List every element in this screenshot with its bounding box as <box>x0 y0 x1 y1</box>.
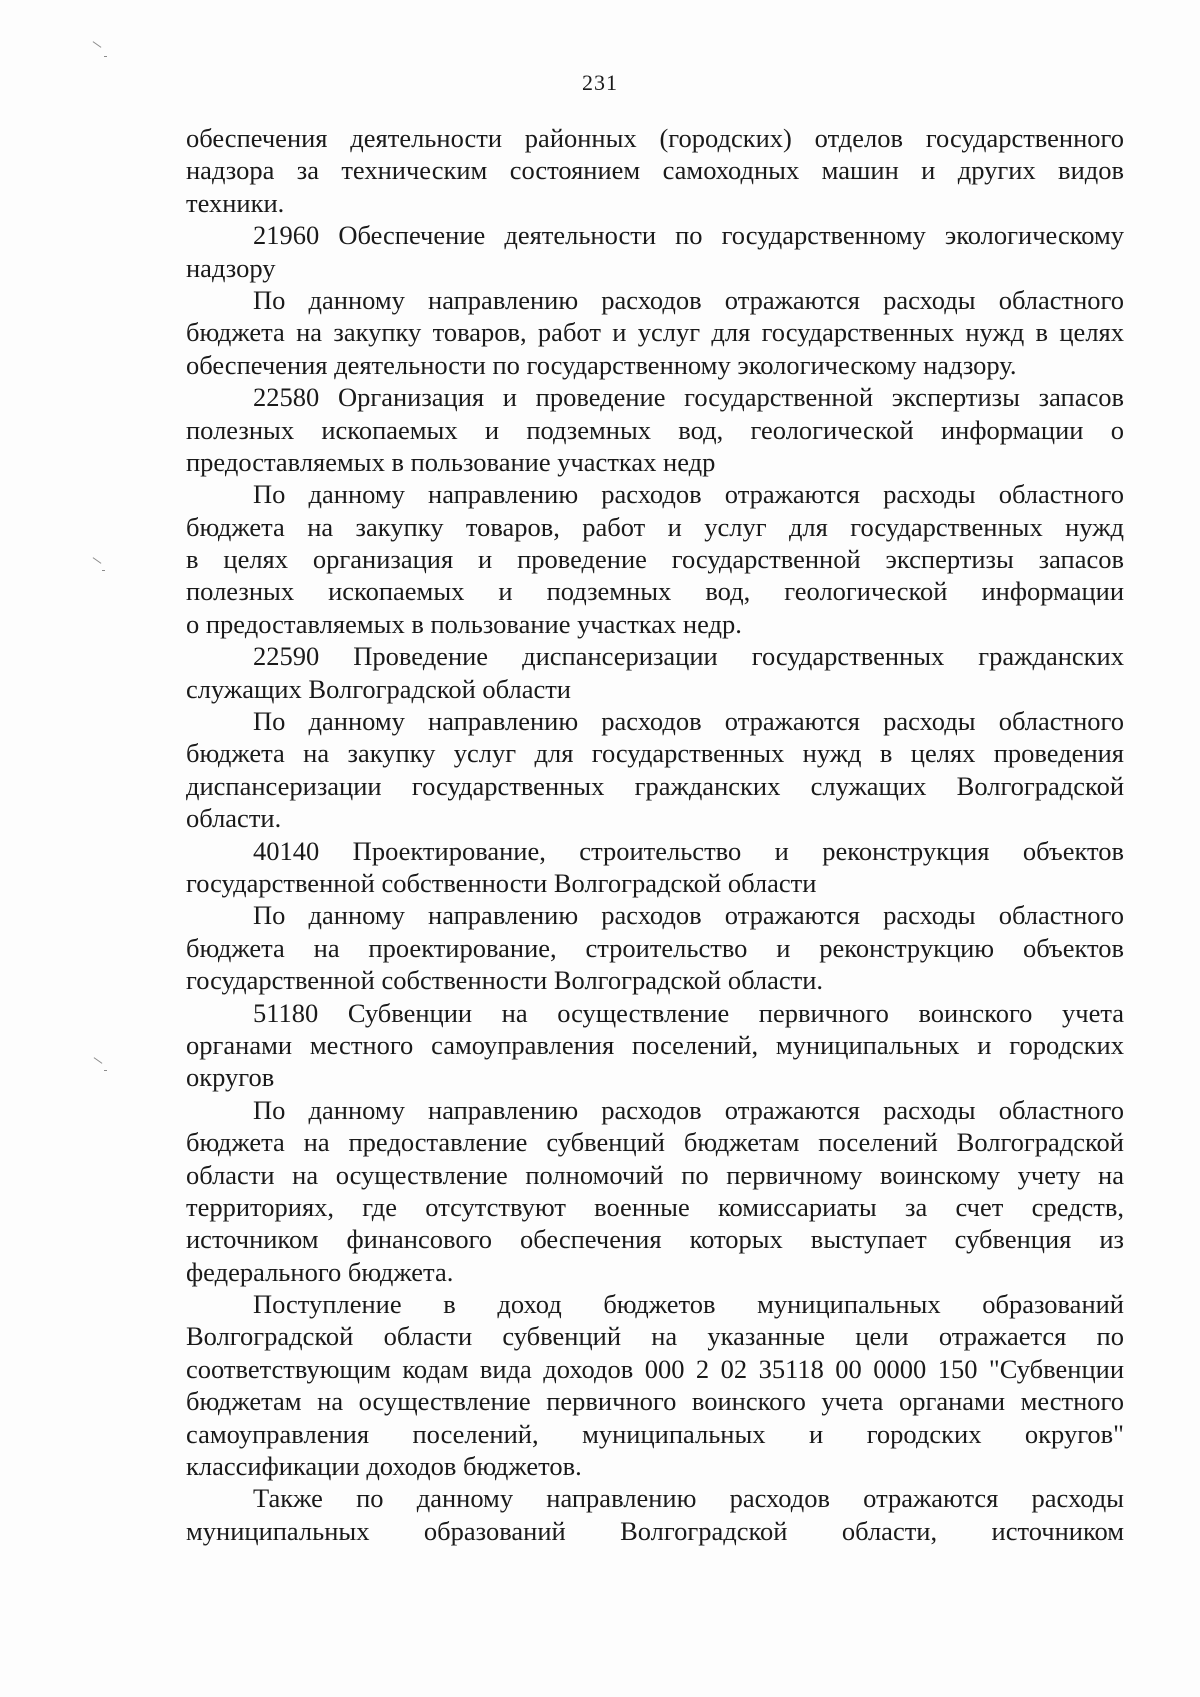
document-text <box>186 122 1124 1547</box>
text-line: государственной собственности Волгоградской области. <box>186 965 824 996</box>
text-line: Поступление в доход бюджетов муниципальных образований <box>253 1289 1124 1320</box>
text-line: 22590 Проведение диспансеризации государственных гражданских <box>253 641 1124 672</box>
text-line: 51180 Субвенции на осуществление первичного воинского учета <box>253 997 1124 1028</box>
text-line: диспансеризации государственных гражданских служащих Волгоградской <box>186 770 1124 801</box>
text-line: 22580 Организация и проведение государственной экспертизы запасов <box>253 382 1124 413</box>
text-line: техники. <box>186 187 285 218</box>
text-line: обеспечения деятельности по государственному экологическому надзору. <box>186 349 1017 380</box>
text-line: предоставляемых в пользование участках недр <box>186 446 716 477</box>
text-line: области на осуществление полномочий по первичному воинскому учету на <box>186 1159 1124 1190</box>
text-line: Волгоградской области субвенций на указанные цели отражается по <box>186 1321 1124 1352</box>
text-line: классификации доходов бюджетов. <box>186 1451 582 1482</box>
text-line: самоуправления поселений, муниципальных и городских округов" <box>186 1418 1124 1449</box>
text-line: источником финансового обеспечения которых выступает субвенция из <box>186 1224 1124 1255</box>
text-line: муниципальных образований Волгоградской области, источником <box>186 1515 1124 1546</box>
text-line: бюджета на проектирование, строительство и реконструкцию объектов <box>186 932 1124 963</box>
text-line: в целях организация и проведение государственной экспертизы запасов <box>186 544 1124 575</box>
text-line: бюджетам на осуществление первичного воинского учета органами местного <box>186 1386 1124 1417</box>
text-line: бюджета на предоставление субвенций бюджетам поселений Волгоградской <box>186 1127 1124 1158</box>
text-line: бюджета на закупку услуг для государственных нужд в целях проведения <box>186 738 1124 769</box>
text-line: полезных ископаемых и подземных вод, геологической информации <box>186 576 1124 607</box>
text-line: государственной собственности Волгоградской области <box>186 867 817 898</box>
text-line: федерального бюджета. <box>186 1256 454 1287</box>
text-line: По данному направлению расходов отражаются расходы областного <box>253 1094 1124 1125</box>
text-line: полезных ископаемых и подземных вод, геологической информации о <box>186 414 1124 445</box>
text-line: органами местного самоуправления поселений, муниципальных и городских <box>186 1029 1124 1060</box>
text-line: По данному направлению расходов отражаются расходы областного <box>253 284 1124 315</box>
text-line: По данному направлению расходов отражаются расходы областного <box>253 479 1124 510</box>
text-line: территориях, где отсутствуют военные комиссариаты за счет средств, <box>186 1191 1124 1222</box>
text-line: области. <box>186 803 282 834</box>
text-line: служащих Волгоградской области <box>186 673 571 704</box>
text-line: округов <box>186 1062 275 1093</box>
text-line: надзора за техническим состоянием самоходных машин и других видов <box>186 155 1124 186</box>
text-line: По данному направлению расходов отражаются расходы областного <box>253 706 1124 737</box>
text-line: обеспечения деятельности районных (городских) отделов государственного <box>186 123 1124 153</box>
text-line: соответствующим кодам вида доходов 000 2 02 35118 00 0000 150 "Субвенции <box>186 1353 1124 1384</box>
text-line: о предоставляемых в пользование участках недр. <box>186 608 742 639</box>
text-line: бюджета на закупку товаров, работ и услуг для государственных нужд в целях <box>186 317 1124 348</box>
text-line: бюджета на закупку товаров, работ и услуг для государственных нужд <box>186 511 1124 542</box>
page-number: 231 <box>582 70 618 95</box>
text-line: надзору <box>186 252 276 283</box>
text-line: 21960 Обеспечение деятельности по государственному экологическому <box>253 220 1124 251</box>
text-line: 40140 Проектирование, строительство и реконструкция объектов <box>253 835 1124 866</box>
text-line: По данному направлению расходов отражаются расходы областного <box>253 900 1124 931</box>
text-line: Также по данному направлению расходов отражаются расходы <box>253 1483 1124 1514</box>
